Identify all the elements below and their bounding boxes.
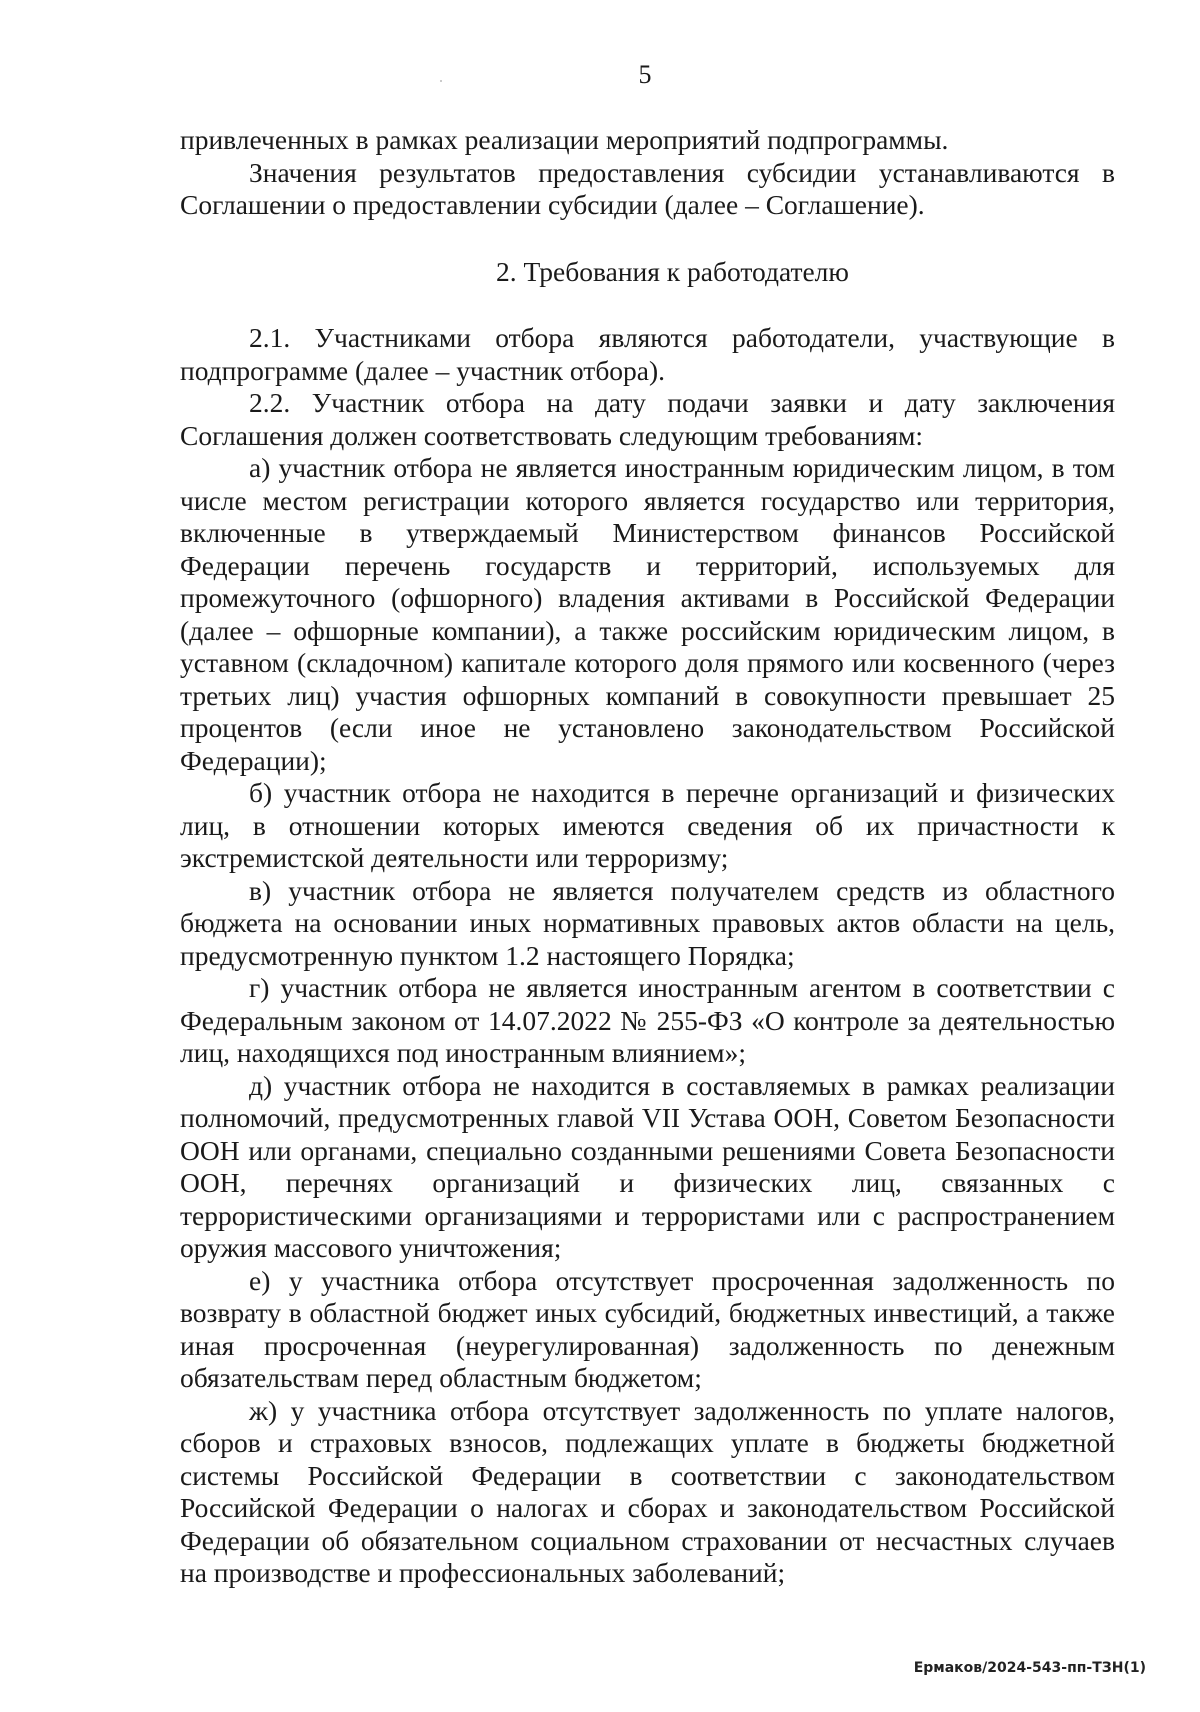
requirement-zh: ж) у участника отбора отсутствует задолженность по уплате налогов, сборов и страховых взносов, подлежащих уплате в бюджеты бюджетной системы Российской Федерации в соответствии с законодательством Российской Федерации о налогах и сборах и законодательством Российской Федерации об обязательном социальном страховании от несчастных случаев на производстве и профессиональных заболеваний; xyxy=(180,1394,1115,1588)
document-registration-code: Ермаков/2024-543-пп-ТЗН(1) xyxy=(913,1660,1146,1676)
page-number: 5 xyxy=(638,60,652,89)
requirement-v: в) участник отбора не является получателем средств из областного бюджета на основании иных нормативных правовых актов области на цель, предусмотренную пунктом 1.2 настоящего Порядка; xyxy=(180,874,1115,971)
paragraph-continuation: привлеченных в рамках реализации мероприятий подпрограммы. xyxy=(180,124,949,155)
requirement-e: е) у участника отбора отсутствует просроченная задолженность по возврату в областной бюджет иных субсидий, бюджетных инвестиций, а также иная просроченная (неурегулированная) задолженность по денежным обязательствам перед областным бюджетом; xyxy=(180,1264,1115,1393)
document-body xyxy=(180,124,1115,1590)
paragraph-2-2: 2.2. Участник отбора на дату подачи заявки и дату заключения Соглашения должен соответствовать следующим требованиям: xyxy=(180,387,1115,451)
section-heading: 2. Требования к работодателю xyxy=(496,255,849,287)
paragraph-2-1: 2.1. Участниками отбора являются работодатели, участвующие в подпрограмме (далее – участник отбора). xyxy=(180,322,1115,386)
requirement-g: г) участник отбора не является иностранным агентом в соответствии с Федеральным законом от 14.07.2022 № 255-ФЗ «О контроле за деятельностью лиц, находящихся под иностранным влиянием»; xyxy=(180,972,1115,1068)
requirement-b: б) участник отбора не находится в перечне организаций и физических лиц, в отношении которых имеются сведения об их причастности к экстремистской деятельности или терроризму; xyxy=(180,777,1115,873)
requirement-a: а) участник отбора не является иностранным юридическим лицом, в том числе местом регистрации которого является государство или территория, включенные в утверждаемый Министерством финансов Российской Федерации перечень государств и территорий, используемых для промежуточного (офшорного) владения активами в Российской Федерации (далее – офшорные компании), а также российским юридическим лицом, в уставном (складочном) капитале которого доля прямого или косвенного (через третьих лиц) участия офшорных компаний в совокупности превышает 25 процентов (если иное не установлено законодательством Российской Федерации); xyxy=(180,452,1115,776)
requirement-d: д) участник отбора не находится в составляемых в рамках реализации полномочий, предусмотренных главой VII Устава ООН, Советом Безопасности ООН или органами, специально созданными решениями Совета Безопасности ООН, перечнях организаций и физических лиц, связанных с террористическими организациями и террористами или с распространением оружия массового уничтожения; xyxy=(180,1069,1115,1263)
paragraph-results-values: Значения результатов предоставления субсидии устанавливаются в Соглашении о предоставлении субсидии (далее – Соглашение). xyxy=(180,156,1115,220)
